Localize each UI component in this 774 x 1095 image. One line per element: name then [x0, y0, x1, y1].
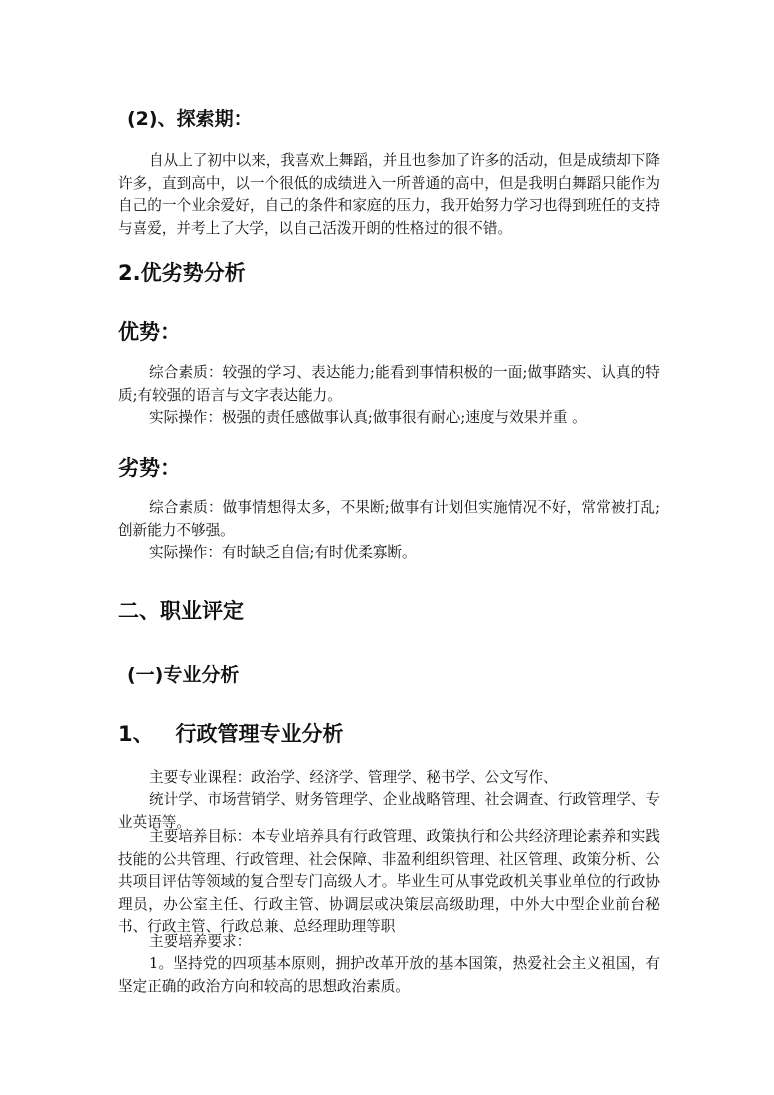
paragraph-strengths-quality: 综合素质：较强的学习、表达能力;能看到事情积极的一面;做事踏实、认真的特质;有较强的语言与文字表达能力。: [118, 364, 660, 404]
heading-major-analysis: (一)专业分析: [127, 664, 240, 686]
paragraph-requirement-1: 1。坚持党的四项基本原则，拥护改革开放的基本国策，热爱社会主义祖国，有坚定正确的政治方向和较高的思想政治素质。: [118, 955, 660, 995]
heading-admin-major-analysis: 1、 行政管理专业分析: [118, 722, 344, 746]
heading-exploration-period: (2)、探索期：: [127, 108, 253, 130]
heading-strengths: 优势：: [118, 320, 181, 344]
heading-weaknesses: 劣势：: [118, 456, 181, 480]
paragraph-requirements-heading: 主要培养要求：: [149, 933, 252, 950]
heading-strengths-weaknesses: 2.优劣势分析: [118, 261, 246, 285]
paragraph-courses-line1: 主要专业课程：政治学、经济学、管理学、秘书学、公文写作、: [149, 769, 558, 786]
paragraph-weaknesses-practice: 实际操作：有时缺乏自信;有时优柔寡断。: [149, 544, 417, 561]
paragraph-strengths-practice: 实际操作：极强的责任感做事认真;做事很有耐心;速度与效果并重 。: [149, 409, 587, 426]
paragraph-courses-line2: 统计学、市场营销学、财务管理学、企业战略管理、社会调查、行政管理学、专业英语等。: [118, 791, 660, 831]
paragraph-weaknesses-quality: 综合素质：做事情想得太多，不果断;做事有计划但实施情况不好，常常被打乱;创新能力不够强。: [118, 499, 660, 539]
paragraph-exploration: 自从上了初中以来，我喜欢上舞蹈，并且也参加了许多的活动，但是成绩却下降许多，直到高中，以一个很低的成绩进入一所普通的高中，但是我明白舞蹈只能作为自己的一个业余爱好，自己的条件和家庭的压力，我开始努力学习也得到班任的支持与喜爱，并考上了大学，以自己活泼开朗的性格过的很不错。: [118, 152, 660, 237]
paragraph-training-goal: 主要培养目标：本专业培养具有行政管理、政策执行和公共经济理论素养和实践技能的公共管理、行政管理、社会保障、非盈利组织管理、社区管理、政策分析、公共项目评估等领域的复合型专门高级人才。毕业生可从事党政机关事业单位的行政协理员，办公室主任、行政主管、协调层或决策层高级助理，中外大中型企业前台秘书、行政主管、行政总兼、总经理助理等职: [118, 828, 660, 935]
heading-career-evaluation: 二、职业评定: [118, 599, 244, 623]
